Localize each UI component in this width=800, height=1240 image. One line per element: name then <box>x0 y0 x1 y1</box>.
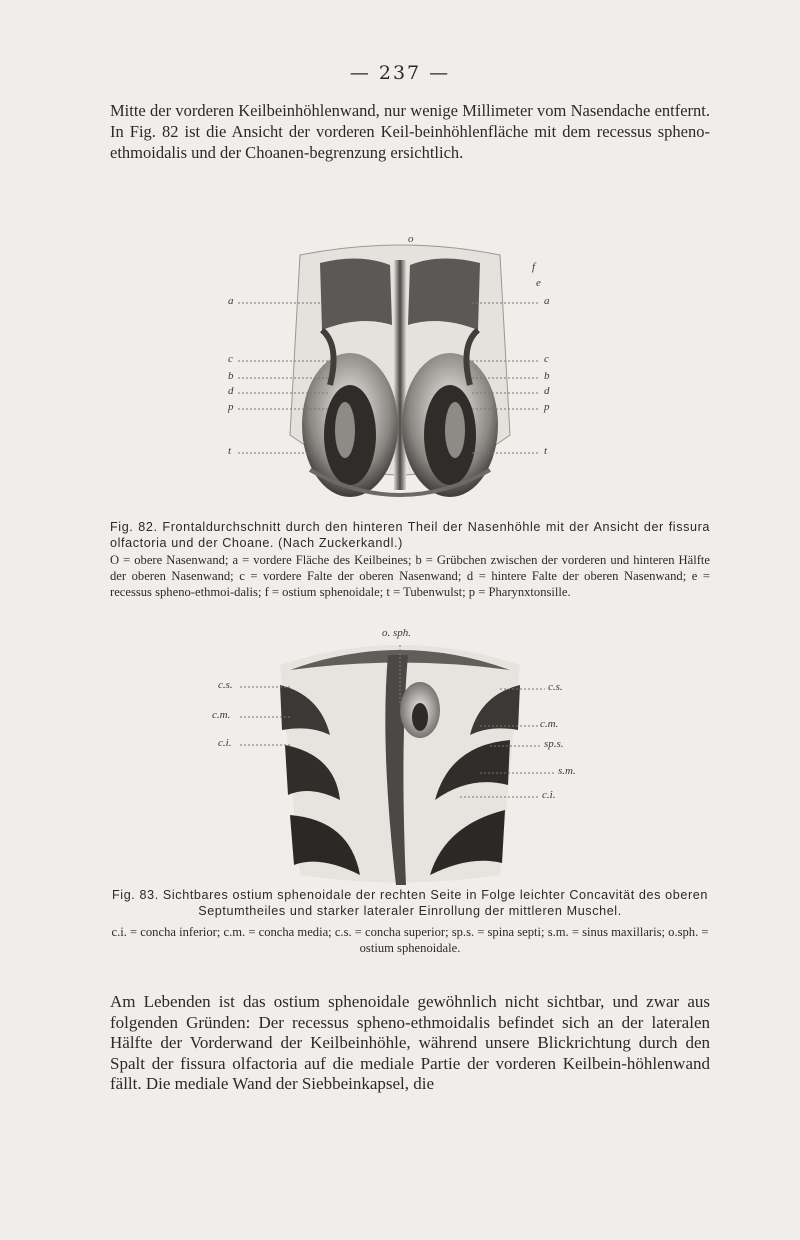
fig82-label-b-right: b <box>544 370 550 382</box>
fig83-label-cs-right: c.s. <box>548 681 563 693</box>
fig82-label-t-right: t <box>544 445 548 457</box>
fig82-label-c-right: c <box>544 353 549 365</box>
paragraph-bottom: Am Lebenden ist das ostium sphenoidale gewöhnlich nicht sichtbar, und zwar aus folgenden Gründen: Der recessus spheno-ethmoidalis befindet sich an der lateralen Hälfte der Vorderwand der Keilbeinhöhle, während unsere Blickrichtung durch den Spalt der fissura olfactoria auf die mediale Partie der vorderen Keilbein-höhlenwand fällt. Die mediale Wand der Siebbeinkapsel, die <box>110 992 710 1093</box>
fig83-label-sm: s.m. <box>558 765 576 777</box>
paragraph-top: Mitte der vorderen Keilbeinhöhlenwand, nur wenige Millimeter vom Nasendache entfernt. In Fig. 82 ist die Ansicht der vorderen Keil-beinhöhlenfläche mit dem recessus spheno-ethmoidalis und der Choanen-begrenzung ersichtlich. <box>110 101 710 162</box>
figure-82-drawing <box>210 235 590 515</box>
figure-83-caption: Fig. 83. Sichtbares ostium sphenoidale der rechten Seite in Folge leichter Concavität des oberen Septumtheiles und starker lateraler Einrollung der mittleren Muschel. <box>112 888 708 918</box>
fig82-label-d-left: d <box>228 385 234 397</box>
fig82-label-a-right: a <box>544 295 550 307</box>
figure-82-caption: Fig. 82. Frontaldurchschnitt durch den hinteren Theil der Nasenhöhle mit der Ansicht der fissura olfactoria und der Choane. (Nach Zuckerkandl.) <box>110 520 710 550</box>
page-number: — 237 — <box>349 62 451 84</box>
fig82-label-p-left: p <box>228 401 234 413</box>
figure-83-legend: c.i. = concha inferior; c.m. = concha media; c.s. = concha superior; sp.s. = spina septi; s.m. = sinus maxillaris; o.sph. = ostium sphenoidale. <box>111 925 709 955</box>
fig83-label-ci-right: c.i. <box>542 789 556 801</box>
fig83-label-cm-right: c.m. <box>540 718 559 730</box>
figure-83 <box>210 625 590 890</box>
fig83-label-cm-left: c.m. <box>212 709 231 721</box>
fig82-label-a-left: a <box>228 295 234 307</box>
figure-82 <box>210 235 590 515</box>
fig82-label-p-right: p <box>544 401 550 413</box>
fig82-label-c-left: c <box>228 353 233 365</box>
figure-83-drawing <box>210 625 590 890</box>
fig82-label-f: f <box>532 261 536 273</box>
fig82-label-d-right: d <box>544 385 550 397</box>
figure-82-legend: O = obere Nasenwand; a = vordere Fläche des Keilbeines; b = Grübchen zwischen der vorderen und hinteren Hälfte der oberen Nasenwand; c = vordere Falte der oberen Nasenwand; d = hintere Falte der oberen Nasenwand; e = recessus spheno-ethmoi-dalis; f = ostium sphenoidale; t = Tubenwulst; p = Pharynxtonsille. <box>110 553 710 599</box>
fig83-label-ci-left: c.i. <box>218 737 232 749</box>
fig82-label-o: o <box>408 233 414 245</box>
fig82-label-t-left: t <box>228 445 232 457</box>
fig82-label-b-left: b <box>228 370 234 382</box>
fig82-label-e: e <box>536 277 541 289</box>
fig83-label-sps: sp.s. <box>544 738 564 750</box>
fig83-label-cs-left: c.s. <box>218 679 233 691</box>
fig83-label-osph: o. sph. <box>382 627 412 639</box>
